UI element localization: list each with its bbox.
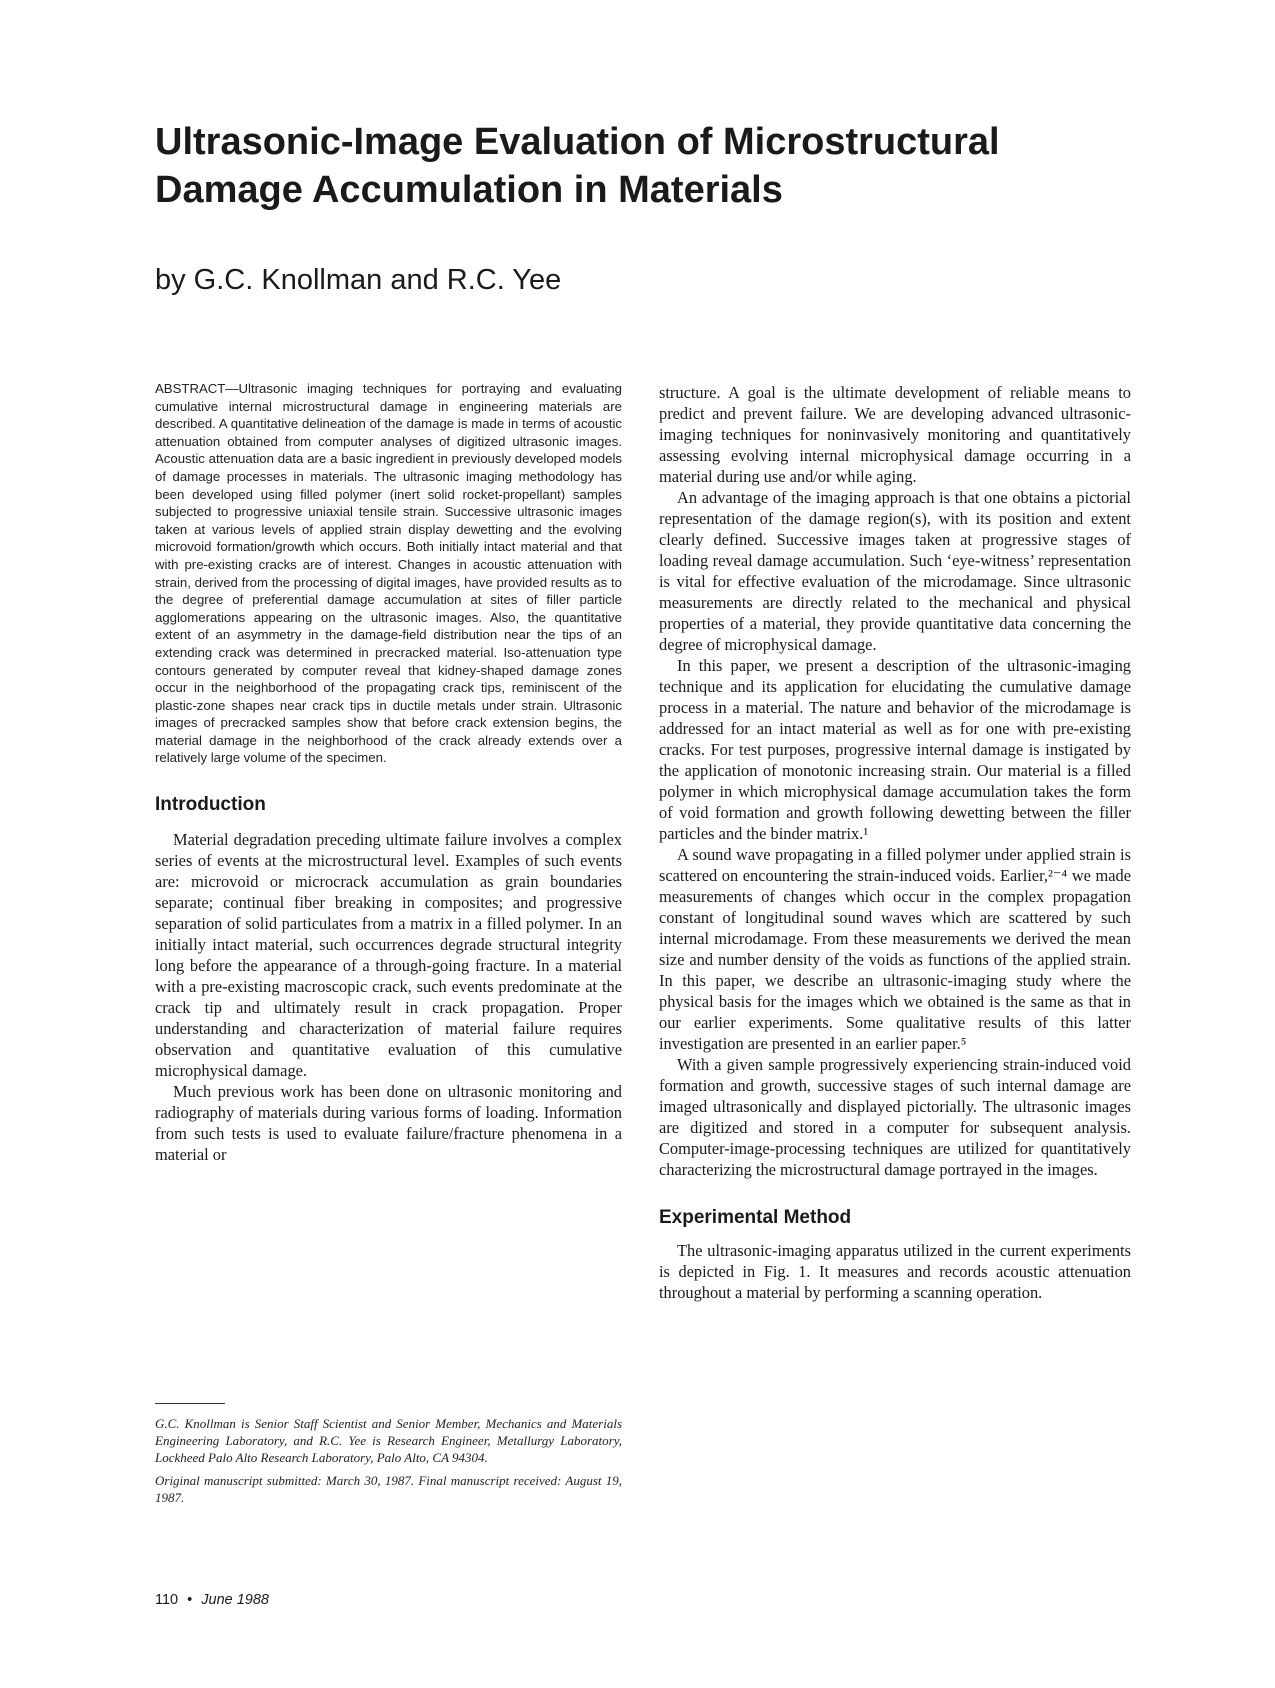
- body-paragraph: A sound wave propagating in a filled polymer under applied strain is scattered on encountering the strain-induced voids. Earlier,²⁻⁴ we made measurements of changes which occur in the complex propagation constant of longitudinal sound waves which are scattered by such internal microdamage. From these measurements we derived the mean size and number density of the voids as functions of the applied strain. In this paper, we describe an ultrasonic-imaging study where the physical basis for the images which we obtained is the same as that in our earlier experiments. Some qualitative results of this latter investigation are presented in an earlier paper.⁵: [659, 845, 1131, 1053]
- footnote-divider: [155, 1403, 225, 1404]
- page-number: 110: [155, 1592, 179, 1608]
- author-byline: by G.C. Knollman and R.C. Yee: [155, 264, 562, 296]
- body-paragraph: structure. A goal is the ultimate development of reliable means to predict and prevent failure. We are developing advanced ultrasonic-imaging techniques for noninvasively monitoring and quantitatively assessing evolving internal microphysical damage occurring in a material during use and/or while aging.: [659, 383, 1131, 486]
- manuscript-dates-footnote: Original manuscript submitted: March 30, 1987. Final manuscript received: August 19, 1987.: [155, 1473, 622, 1505]
- introduction-heading: Introduction: [155, 794, 266, 816]
- experimental-paragraph: The ultrasonic-imaging apparatus utilized in the current experiments is depicted in Fig. 1. It measures and records acoustic attenuation throughout a material by performing a scanning operation.: [659, 1241, 1131, 1302]
- abstract: ABSTRACT—Ultrasonic imaging techniques for portraying and evaluating cumulative internal microstructural damage in engineering materials are described. A quantitative delineation of the damage is made in terms of acoustic attenuation obtained from computer analyses of digitized ultrasonic images. Acoustic attenuation data are a basic ingredient in previously developed models of damage processes in materials. The ultrasonic imaging methodology has been developed using filled polymer (inert solid rocket-propellant) samples subjected to progressive uniaxial tensile strain. Successive ultrasonic images taken at various levels of applied strain display dewetting and the evolving microvoid formation/growth which occurs. Both initially intact material and that with pre-existing cracks are of interest. Changes in acoustic attenuation with strain, derived from the processing of digital images, have provided results as to the degree of preferential damage accumulation at sites of filler particle agglomerations appearing on the ultrasonic images. Also, the quantitative extent of an asymmetry in the damage-field distribution near the tips of an extending crack was determined in precracked material. Iso-attenuation type contours generated by computer reveal that kidney-shaped damage zones occur in the neighborhood of the propagating crack tips, reminiscent of the plastic-zone shapes near crack tips in ductile metals under strain. Ultrasonic images of precracked samples show that before crack extension begins, the material damage in the neighborhood of the crack already extends over a relatively large volume of the specimen.: [155, 381, 622, 766]
- body-paragraph: In this paper, we present a description of the ultrasonic-imaging technique and its application for elucidating the cumulative damage process in a material. The nature and behavior of the microdamage is addressed for an intact material as well as for one with pre-existing cracks. For test purposes, progressive internal damage is instigated by the application of monotonic increasing strain. Our material is a filled polymer in which microphysical damage accumulation takes the form of void formation and growth following dewetting between the filler particles and the binder matrix.¹: [659, 656, 1131, 843]
- issue-date: June 1988: [201, 1592, 269, 1608]
- body-paragraph: With a given sample progressively experiencing strain-induced void formation and growth, successive stages of such internal damage are imaged ultrasonically and displayed pictorially. The ultrasonic images are digitized and stored in a computer for subsequent analysis. Computer-image-processing techniques are utilized for quantitatively characterizing the microstructural damage portrayed in the images.: [659, 1055, 1131, 1179]
- title-line-2: Damage Accumulation in Materials: [155, 169, 783, 211]
- folio-separator: •: [187, 1592, 193, 1608]
- intro-paragraph: Much previous work has been done on ultrasonic monitoring and radiography of materials during various forms of loading. Information from such tests is used to evaluate failure/fracture phenomena in a material or: [155, 1082, 622, 1165]
- footnotes: [155, 1415, 622, 1512]
- page-folio: [155, 1592, 269, 1608]
- left-column: [155, 380, 622, 1165]
- right-column: [659, 382, 1131, 1303]
- author-affiliation-footnote: G.C. Knollman is Senior Staff Scientist and Senior Member, Mechanics and Materials Engineering Laboratory, and R.C. Yee is Research Engineer, Metallurgy Laboratory, Lockheed Palo Alto Research Laboratory, Palo Alto, CA 94304.: [155, 1416, 622, 1465]
- article-title: [155, 118, 1155, 214]
- title-line-1: Ultrasonic-Image Evaluation of Microstructural: [155, 121, 1000, 163]
- intro-paragraph: Material degradation preceding ultimate failure involves a complex series of events at the microstructural level. Examples of such events are: microvoid or microcrack accumulation as grain boundaries separate; continual fiber breaking in composites; and progressive separation of solid particulates from a matrix in a filled polymer. In an initially intact material, such occurrences degrade structural integrity long before the appearance of a through-going fracture. In a material with a pre-existing macroscopic crack, such events predominate at the crack tip and ultimately result in crack propagation. Proper understanding and characterization of material failure requires observation and quantitative evaluation of this cumulative microphysical damage.: [155, 830, 622, 1081]
- experimental-method-heading: Experimental Method: [659, 1207, 852, 1228]
- body-paragraph: An advantage of the imaging approach is that one obtains a pictorial representation of the damage region(s), with its position and extent clearly defined. Successive images taken at progressive stages of loading reveal damage accumulation. Such ‘eye-witness’ representation is vital for effective evaluation of the microdamage. Since ultrasonic measurements are directly related to the mechanical and physical properties of a material, they provide quantitative data concerning the degree of microphysical damage.: [659, 488, 1131, 654]
